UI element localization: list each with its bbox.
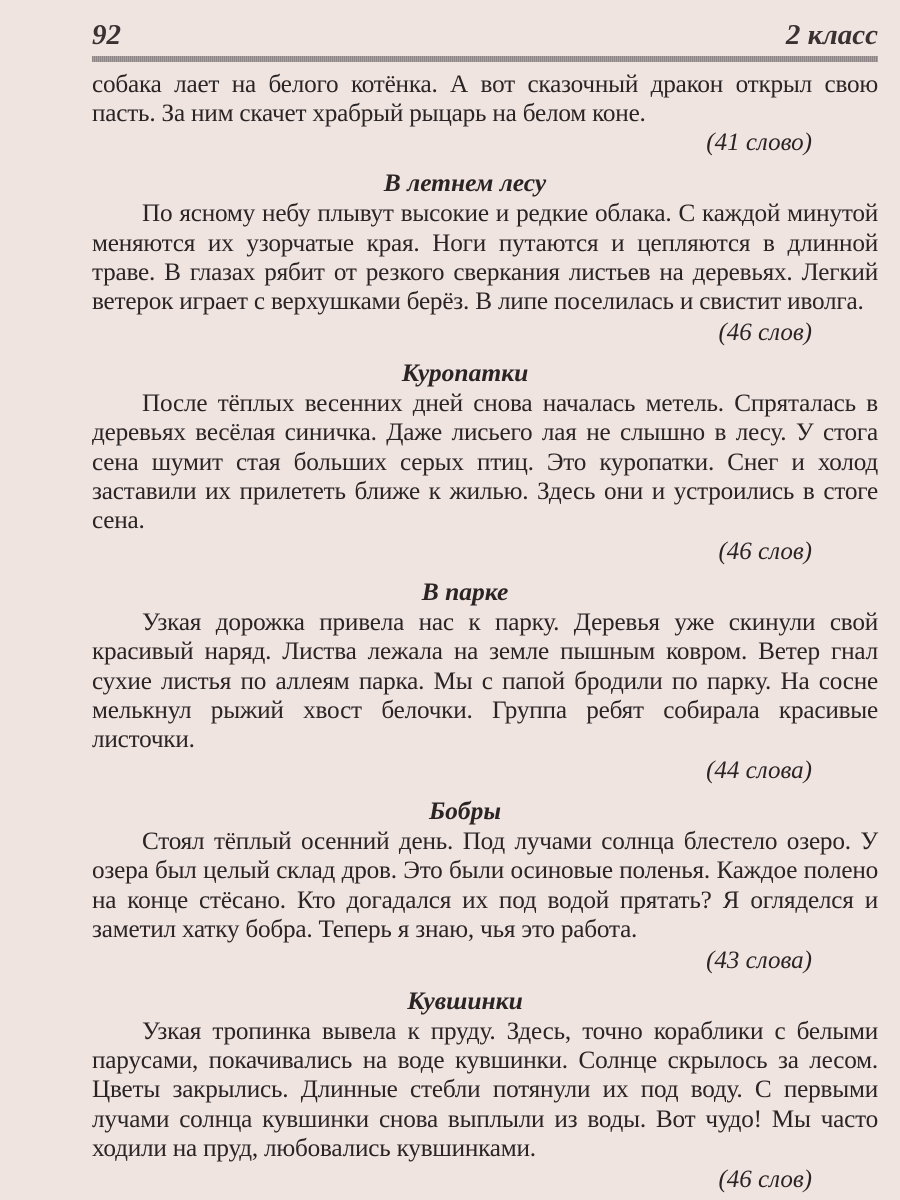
section-text: По ясному небу плывут высокие и редкие облака. С каждой минутой меняются их узорчатые края. Ноги путаются и цепляются в длинной траве. В глазах рябит от резкого сверкания листьев на деревьях. Легкий ветерок играет с верхушками берёз. В липе поселилась и свистит иволга.	[92, 200, 878, 316]
section-in-the-park	[92, 576, 878, 785]
book-page	[92, 20, 878, 1194]
section-title: В парке	[421, 577, 509, 607]
section-text: После тёплых весенних дней снова началась метель. Спряталась в деревьях весёлая синичка. Даже лисьего лая не слышно в лесу. У стога сена шумит стая больших серых птиц. Это куропатки. Снег и холод заставили их прилететь ближе к жилью. Здесь они и устроились в стоге сена.	[92, 390, 878, 535]
section-summer-forest	[92, 167, 878, 347]
page-header	[92, 20, 878, 54]
grade-label: 2 класс	[785, 19, 878, 51]
section-title: Бобры	[428, 796, 502, 826]
page-number: 92	[92, 19, 121, 51]
word-count: (41 слово)	[706, 129, 812, 157]
word-count: (46 слов)	[718, 1166, 812, 1194]
continuation-block	[92, 70, 878, 157]
word-count: (43 слова)	[706, 947, 812, 975]
section-title: Куропатки	[401, 358, 529, 388]
header-rule	[92, 56, 878, 62]
word-count: (46 слов)	[718, 319, 812, 347]
section-text: Узкая тропинка вывела к пруду. Здесь, точно кораблики с белыми парусами, покачивались на воде кувшинки. Солнце скрылось за лесом. Цветы закрылись. Длинные стебли потянули их под воду. С первыми лучами солнца кувшинки снова выплыли из воды. Вот чудо! Мы часто ходили на пруд, любовались кувшинками.	[92, 1018, 878, 1162]
section-partridges	[92, 357, 878, 566]
continuation-text: собака лает на белого котёнка. А вот сказочный дракон открыл свою пасть. За ним скачет храбрый рыцарь на белом коне.	[92, 71, 878, 128]
word-count: (44 слова)	[706, 757, 812, 785]
section-title: Кувшинки	[407, 986, 523, 1016]
section-text: Стоял тёплый осенний день. Под лучами солнца блестело озеро. У озера был целый склад дров. Это были осиновые поленья. Каждое полено на конце стёсано. Кто догадался их под водой прятать? Я огляделся и заметил хатку бобра. Теперь я знаю, чья это работа.	[92, 828, 878, 943]
section-title: В летнем лесу	[383, 168, 547, 198]
word-count: (46 слов)	[718, 538, 812, 566]
section-water-lilies	[92, 985, 878, 1194]
section-beavers	[92, 795, 878, 975]
section-text: Узкая дорожка привела нас к парку. Деревья уже скинули свой красивый наряд. Листва лежала на земле пышным ковром. Ветер гнал сухие листья по аллеям парка. Мы с папой бродили по парку. На сосне мелькнул рыжий хвост белочки. Группа ребят собирала красивые листочки.	[92, 609, 878, 754]
